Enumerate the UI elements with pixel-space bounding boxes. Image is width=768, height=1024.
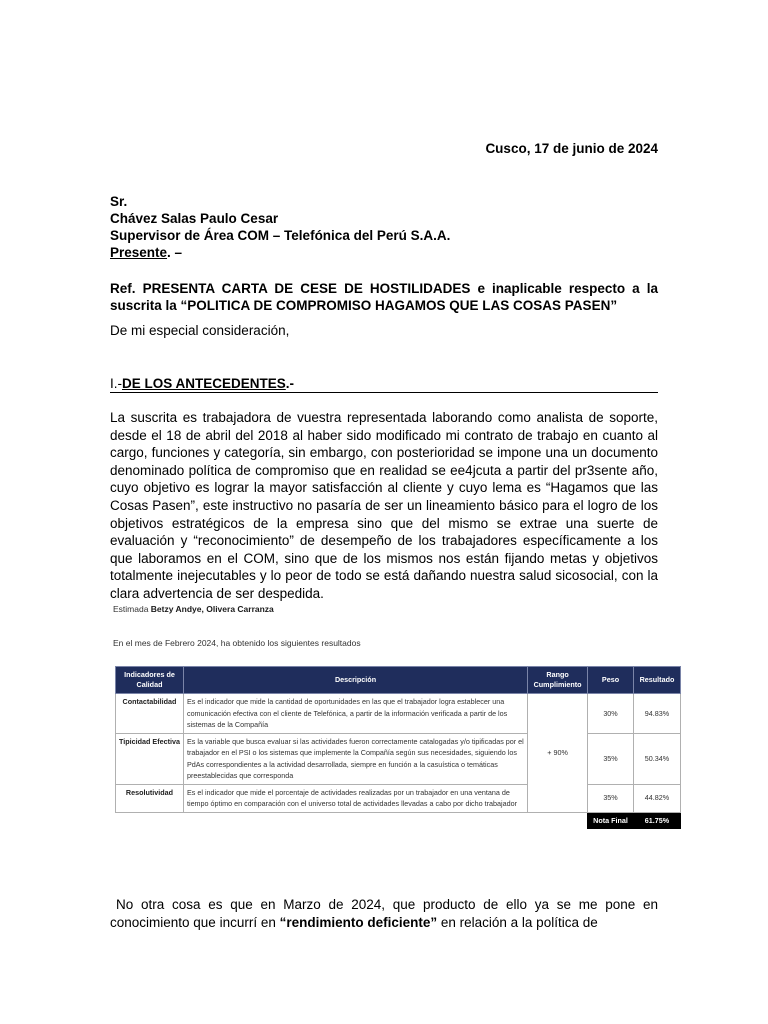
header-descripcion: Descripción <box>183 667 527 694</box>
results-greeting-prefix: Estimada <box>113 604 151 614</box>
table-row <box>116 694 681 734</box>
section-prefix: I.- <box>110 376 122 391</box>
final-score-row <box>116 812 681 829</box>
recipient-name: Chávez Salas Paulo Cesar <box>110 211 279 226</box>
row-indicator: Tipicidad Efectiva <box>116 733 184 784</box>
header-peso: Peso <box>588 667 634 694</box>
results-intro: En el mes de Febrero 2024, ha obtenido los siguientes resultados <box>113 638 361 648</box>
row-description: Es la variable que busca evaluar si las actividades fueron correctamente catalogadas y/o tipificadas por el trabajador en el PSI o los sistemas que implemente la Compañía según sus necesidades, siguiendo los PdAs correspondientes a la actividad desarrollada, siempre en función a la casuística o temáticas preestablecidas que corresponda <box>183 733 527 784</box>
section-heading <box>110 376 658 393</box>
second-paragraph-part1: No otra cosa es que en Marzo de 2024, que producto de ello ya se me pone en conocimiento que incurrí en <box>110 897 658 930</box>
results-table <box>115 666 681 829</box>
row-resultado: 50.34% <box>633 733 680 784</box>
greeting: De mi especial consideración, <box>110 323 290 338</box>
row-resultado: 44.82% <box>633 784 680 812</box>
results-greeting-name: Betzy Andye, Olivera Carranza <box>150 604 274 614</box>
header-resultado: Resultado <box>633 667 680 694</box>
row-peso: 30% <box>588 694 634 734</box>
results-table-header <box>116 667 681 694</box>
row-resultado: 94.83% <box>633 694 680 734</box>
table-row <box>116 733 681 784</box>
second-paragraph-part2: en relación a la política de <box>437 914 598 930</box>
row-description: Es el indicador que mide el porcentaje de actividades realizadas por un trabajador en una ventana de tiempo óptimo en comparación con el universo total de actividades llevadas a cabo por dicho trabajador <box>183 784 527 812</box>
row-peso: 35% <box>588 784 634 812</box>
embedded-results-screenshot <box>113 604 685 825</box>
results-greeting <box>113 604 685 614</box>
rendimiento-deficiente: “rendimiento deficiente” <box>279 914 438 930</box>
section-suffix: .- <box>285 376 295 391</box>
section-title: DE LOS ANTECEDENTES <box>122 376 286 391</box>
recipient-presente <box>110 244 450 261</box>
header-indicadores: Indicadores de Calidad <box>116 667 184 694</box>
row-indicator: Resolutividad <box>116 784 184 812</box>
rango-cumplimiento: + 90% <box>528 694 588 813</box>
header-rango: Rango Cumplimiento <box>528 667 588 694</box>
presente-suffix: . – <box>167 245 183 260</box>
row-indicator: Contactabilidad <box>116 694 184 734</box>
recipient-block <box>110 193 450 261</box>
presente-word: Presente <box>110 245 168 260</box>
recipient-position: Supervisor de Área COM – Telefónica del Perú S.A.A. <box>110 228 451 243</box>
row-description: Es el indicador que mide la cantidad de oportunidades en las que el trabajador logra establecer una comunicación efectiva con el cliente de Telefónica, a partir de la información verificada a partir de los sistemas de la Compañía <box>183 694 527 734</box>
second-paragraph <box>110 896 658 931</box>
final-score-label: Nota Final <box>588 812 634 829</box>
row-peso: 35% <box>588 733 634 784</box>
reference-line: Ref. PRESENTA CARTA DE CESE DE HOSTILIDADES e inaplicable respecto a la suscrita la “POLITICA DE COMPROMISO HAGAMOS QUE LAS COSAS PASEN” <box>110 281 658 313</box>
recipient-salutation: Sr. <box>110 194 128 209</box>
letter-date: Cusco, 17 de junio de 2024 <box>485 141 658 156</box>
final-score-value: 61.75% <box>633 812 680 829</box>
antecedentes-paragraph: La suscrita es trabajadora de vuestra representada laborando como analista de soporte, desde el 18 de abril del 2018 al haber sido modificado mi contrato de trabajo en cuanto al cargo, funciones y categoría, sin embargo, con posterioridad se impone una un documento denominado política de compromiso que en realidad se ee4jcuta a partir del pr3sente año, cuyo objetivo es lograr la mayor satisfacción al cliente y cuyo lema es “Hagamos que las Cosas Pasen”, este instructivo no pasaría de ser un lineamiento básico para el logro de los objetivos estratégicos de la empresa sino que del mismo se extrae una suerte de evaluación y “reconocimiento” de desempeño de los trabajadores específicamente a los que laboramos en el COM, sino que de los mismos nos están fijando metas y objetivos totalmente inejecutables y lo peor de todo se está dañando nuestra salud sicosocial, con la clara advertencia de ser despedida. <box>110 410 658 601</box>
table-row <box>116 784 681 812</box>
